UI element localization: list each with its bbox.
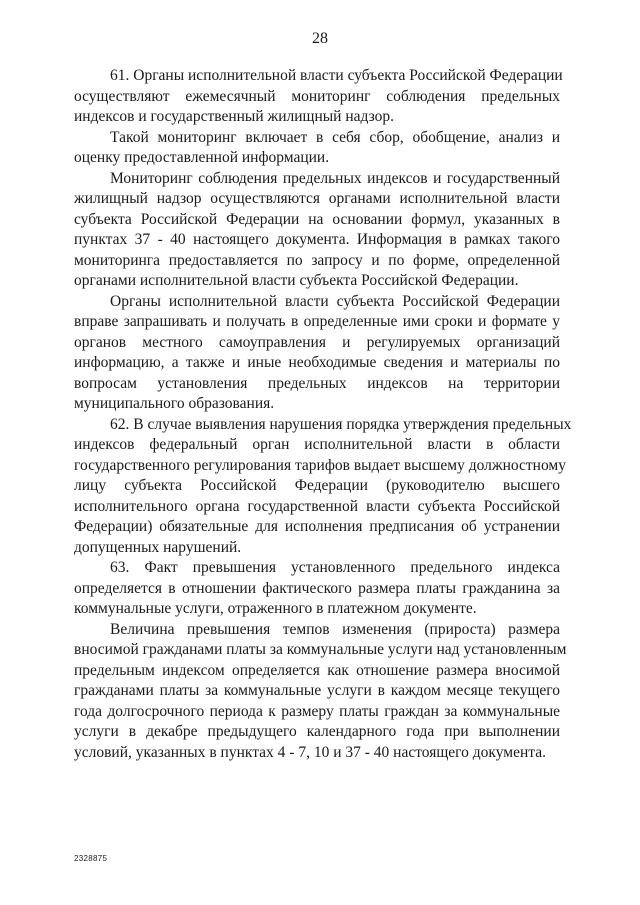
paragraph-line: осуществляют ежемесячный мониторинг соблюдения предельных [74, 87, 560, 105]
document-body [74, 66, 572, 763]
paragraph-line: Органы исполнительной власти субъекта Российской Федерации [110, 292, 560, 310]
document-id: 2328875 [74, 854, 108, 863]
paragraph-line: предельным индексом определяется как отношение размера вносимой [74, 661, 560, 679]
paragraph [74, 128, 560, 169]
paragraph-line: субъекта Российской Федерации на основании формул, указанных в [74, 210, 560, 228]
paragraph-line: вопросам установления предельных индексов на территории [74, 374, 560, 392]
paragraph [74, 169, 560, 292]
paragraph-line: мониторинга предоставляется по запросу и по форме, определенной [74, 251, 560, 269]
paragraph-line: оценку предоставленной информации. [74, 149, 330, 166]
paragraph [74, 620, 567, 764]
paragraph-line: гражданами платы за коммунальные услуги в каждом месяце текущего [74, 682, 560, 699]
paragraph-line: лицу субъекта Российской Федерации (руководителю высшего [74, 477, 560, 494]
paragraph-line: Мониторинг соблюдения предельных индексов и государственный [110, 169, 560, 187]
paragraph-line: индексов федеральный орган исполнительной власти в области [74, 436, 560, 453]
paragraph-line: допущенных нарушений. [74, 538, 242, 556]
paragraph-line: 62. В случае выявления нарушения порядка утверждения предельных [110, 415, 572, 433]
paragraph [74, 66, 563, 128]
paragraph-line: года долгосрочного периода к размеру платы граждан за коммунальные [74, 702, 560, 720]
paragraph [74, 558, 560, 620]
paragraph-line: условий, указанных в пунктах 4 - 7, 10 и 37 - 40 настоящего документа. [74, 743, 546, 761]
paragraph-line: государственного регулирования тарифов выдает высшему должностному [74, 456, 566, 474]
page-number: 28 [312, 30, 328, 47]
paragraph-line: вносимой гражданами платы за коммунальные услуги над установленным [74, 641, 567, 658]
paragraph-line: органов местного самоуправления и регулируемых организаций [74, 333, 560, 351]
paragraph-line: индексов и государственный жилищный надзор. [74, 108, 395, 125]
paragraph-line: жилищный надзор осуществляются органами исполнительной власти [74, 190, 560, 207]
paragraph-line: определяется в отношении фактического размера платы гражданина за [74, 579, 560, 597]
paragraph-line: вправе запрашивать и получать в определенные ими сроки и формате у [74, 313, 560, 330]
paragraph [74, 292, 560, 415]
paragraph-line: 61. Органы исполнительной власти субъекта Российской Федерации [110, 67, 563, 84]
paragraph-line: услуги в декабре предыдущего календарного года при выполнении [74, 723, 560, 740]
paragraph-line: 63. Факт превышения установленного предельного индекса [110, 559, 560, 576]
paragraph-line: Федерации) обязательные для исполнения предписания об устранении [74, 518, 560, 535]
paragraph-line: информацию, а также и иные необходимые сведения и материалы по [74, 354, 560, 371]
paragraph-line: муниципального образования. [74, 395, 275, 412]
paragraph-line: коммунальные услуги, отраженного в платежном документе. [74, 600, 477, 617]
paragraph-line: Такой мониторинг включает в себя сбор, обобщение, анализ и [110, 128, 560, 146]
paragraph-line: пунктах 37 - 40 настоящего документа. Информация в рамках такого [74, 231, 560, 248]
paragraph-line: органами исполнительной власти субъекта Российской Федерации. [74, 272, 519, 289]
paragraph-line: исполнительного органа государственной власти субъекта Российской [74, 497, 560, 515]
paragraph-line: Величина превышения темпов изменения (прироста) размера [110, 620, 560, 638]
paragraph [74, 415, 572, 559]
